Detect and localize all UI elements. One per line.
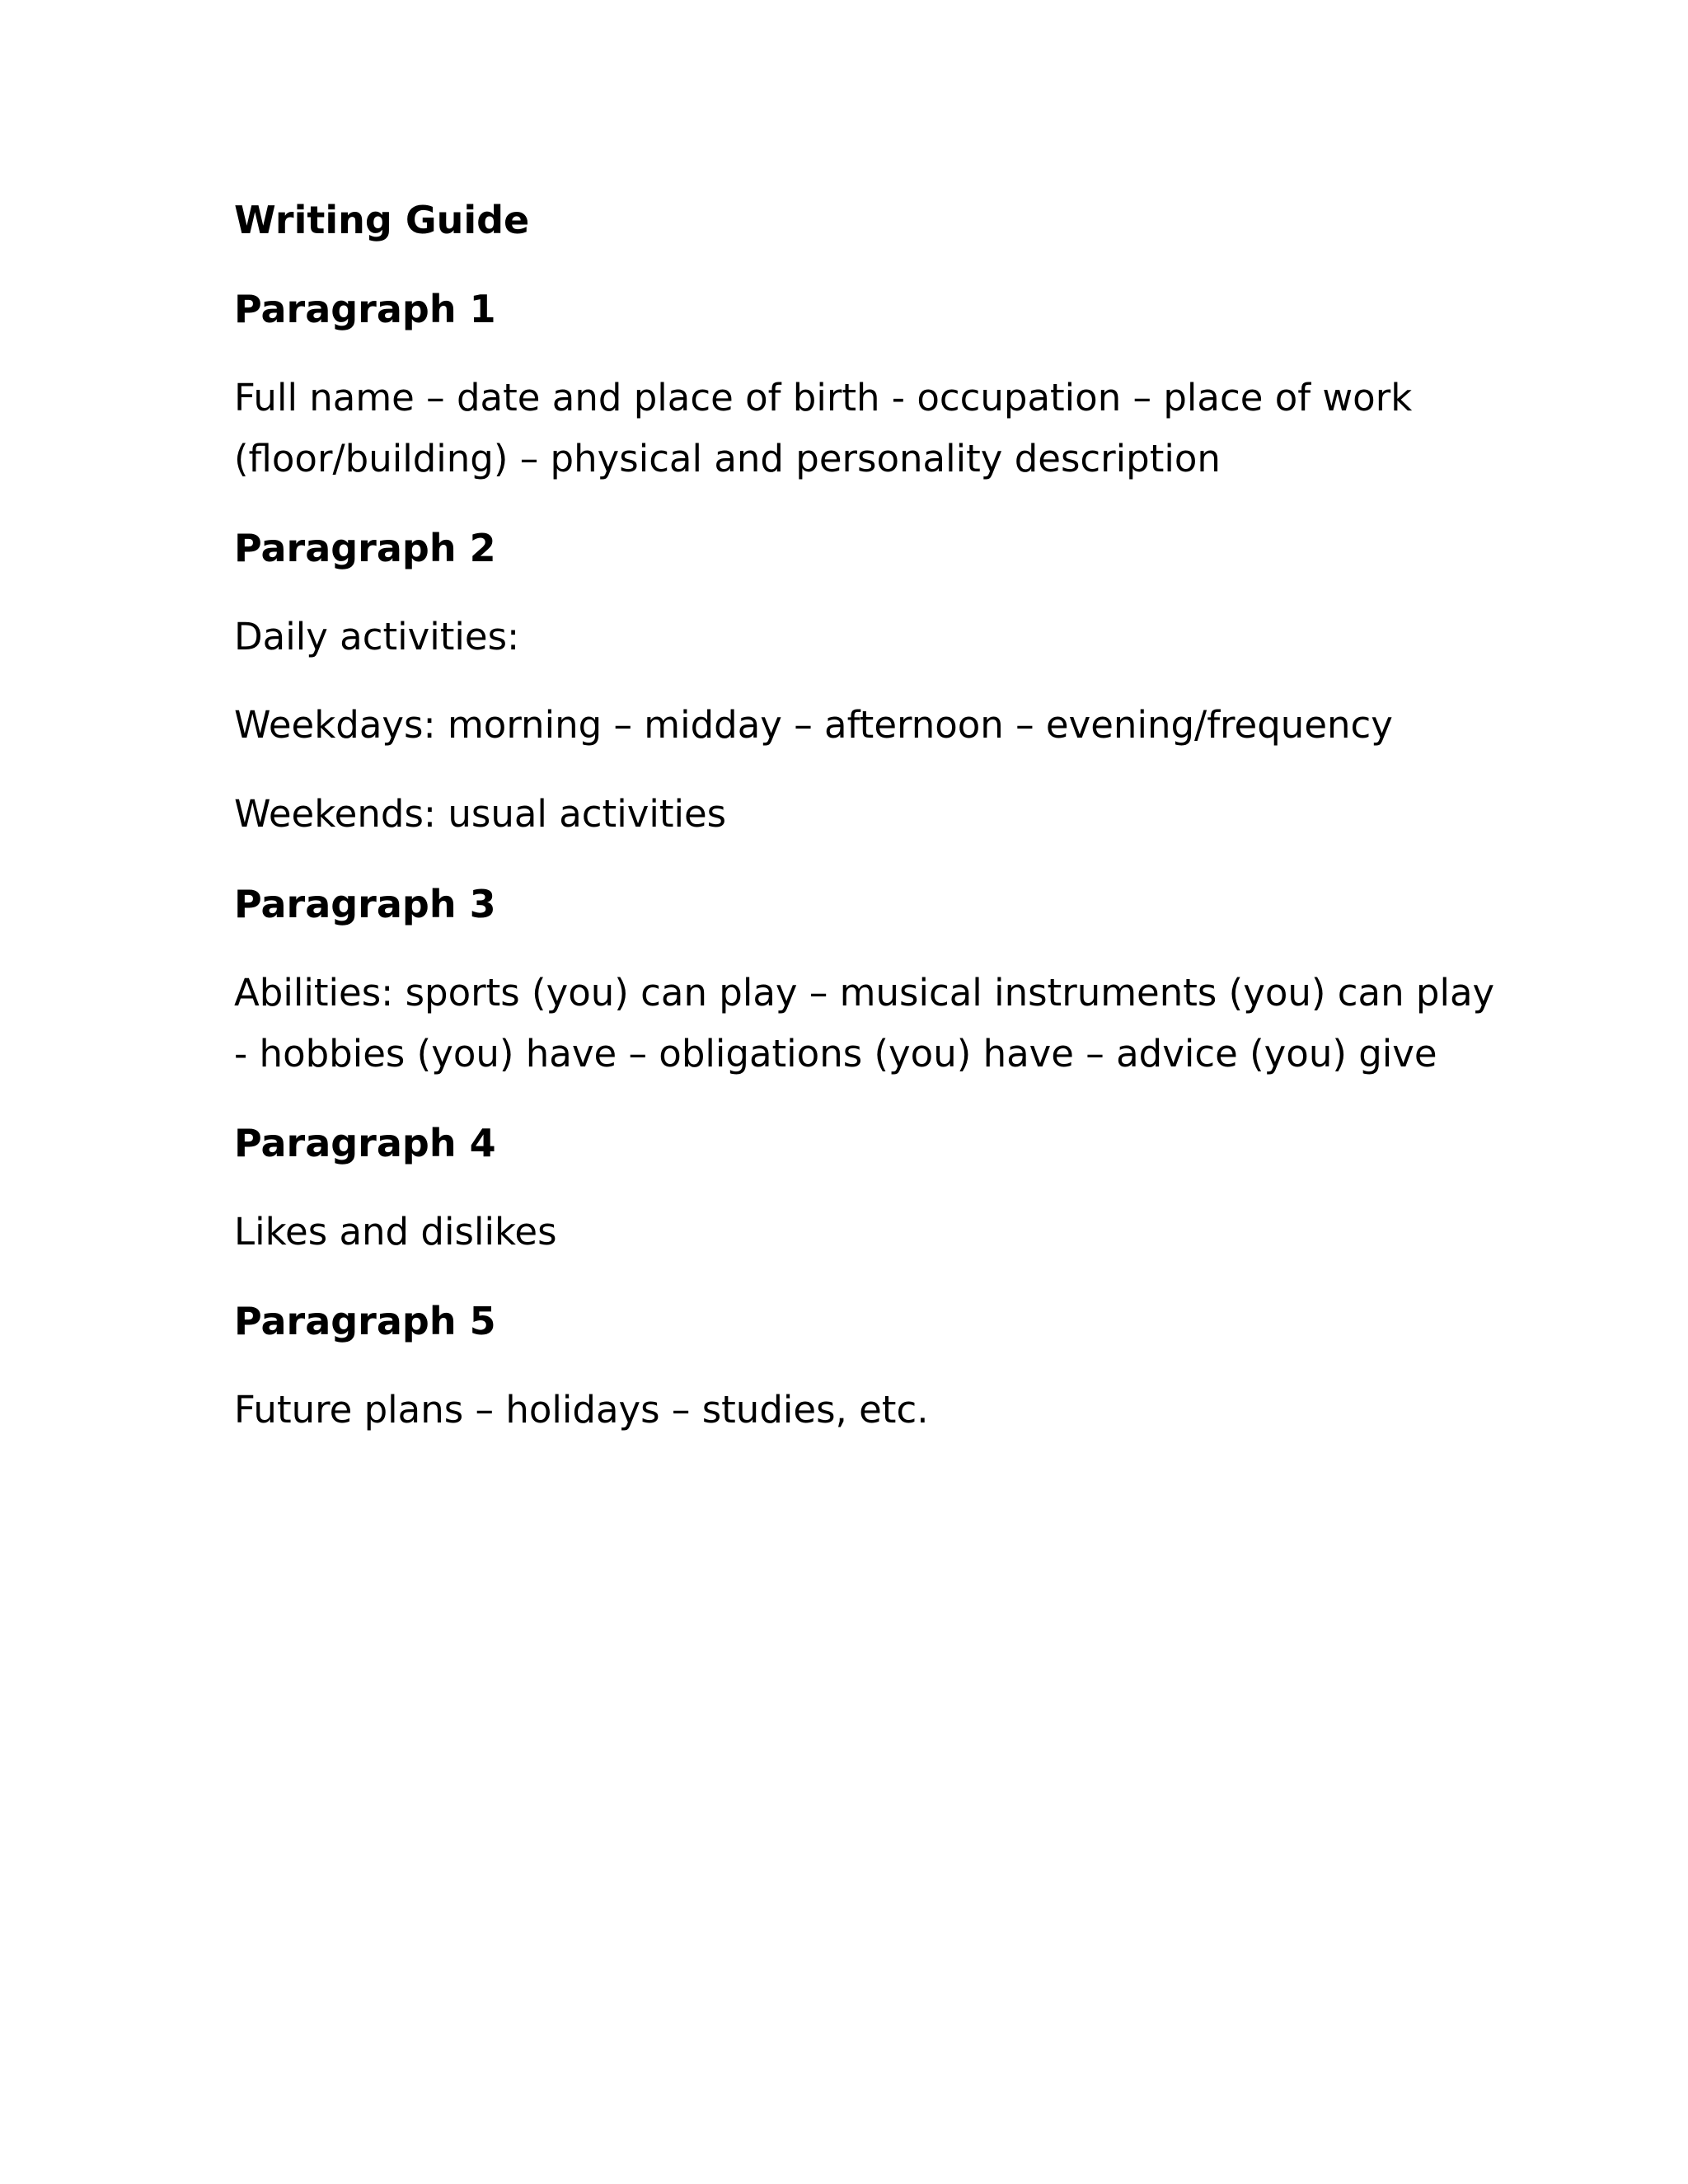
document-title: Writing Guide: [234, 198, 530, 242]
section-heading-paragraph-5: Paragraph 5: [234, 1299, 496, 1343]
section-heading-paragraph-4: Paragraph 4: [234, 1121, 496, 1165]
section-text-line: Full name – date and place of birth - occupation – place of work: [234, 376, 1413, 419]
section-heading-paragraph-3: Paragraph 3: [234, 882, 496, 926]
section-text-line: Weekdays: morning – midday – afternoon – evening/frequency: [234, 703, 1393, 747]
section-text-line: Likes and dislikes: [234, 1210, 557, 1254]
section-text-line: Future plans – holidays – studies, etc.: [234, 1388, 929, 1432]
section-text-line: Abilities: sports (you) can play – musical instruments (you) can play: [234, 971, 1495, 1015]
section-heading-paragraph-1: Paragraph 1: [234, 287, 496, 331]
section-text-line: Daily activities:: [234, 615, 520, 658]
section-text-line: - hobbies (you) have – obligations (you) have – advice (you) give: [234, 1032, 1437, 1076]
section-heading-paragraph-2: Paragraph 2: [234, 526, 496, 570]
section-text-line: (floor/building) – physical and personality description: [234, 437, 1221, 480]
section-text-line: Weekends: usual activities: [234, 792, 727, 836]
